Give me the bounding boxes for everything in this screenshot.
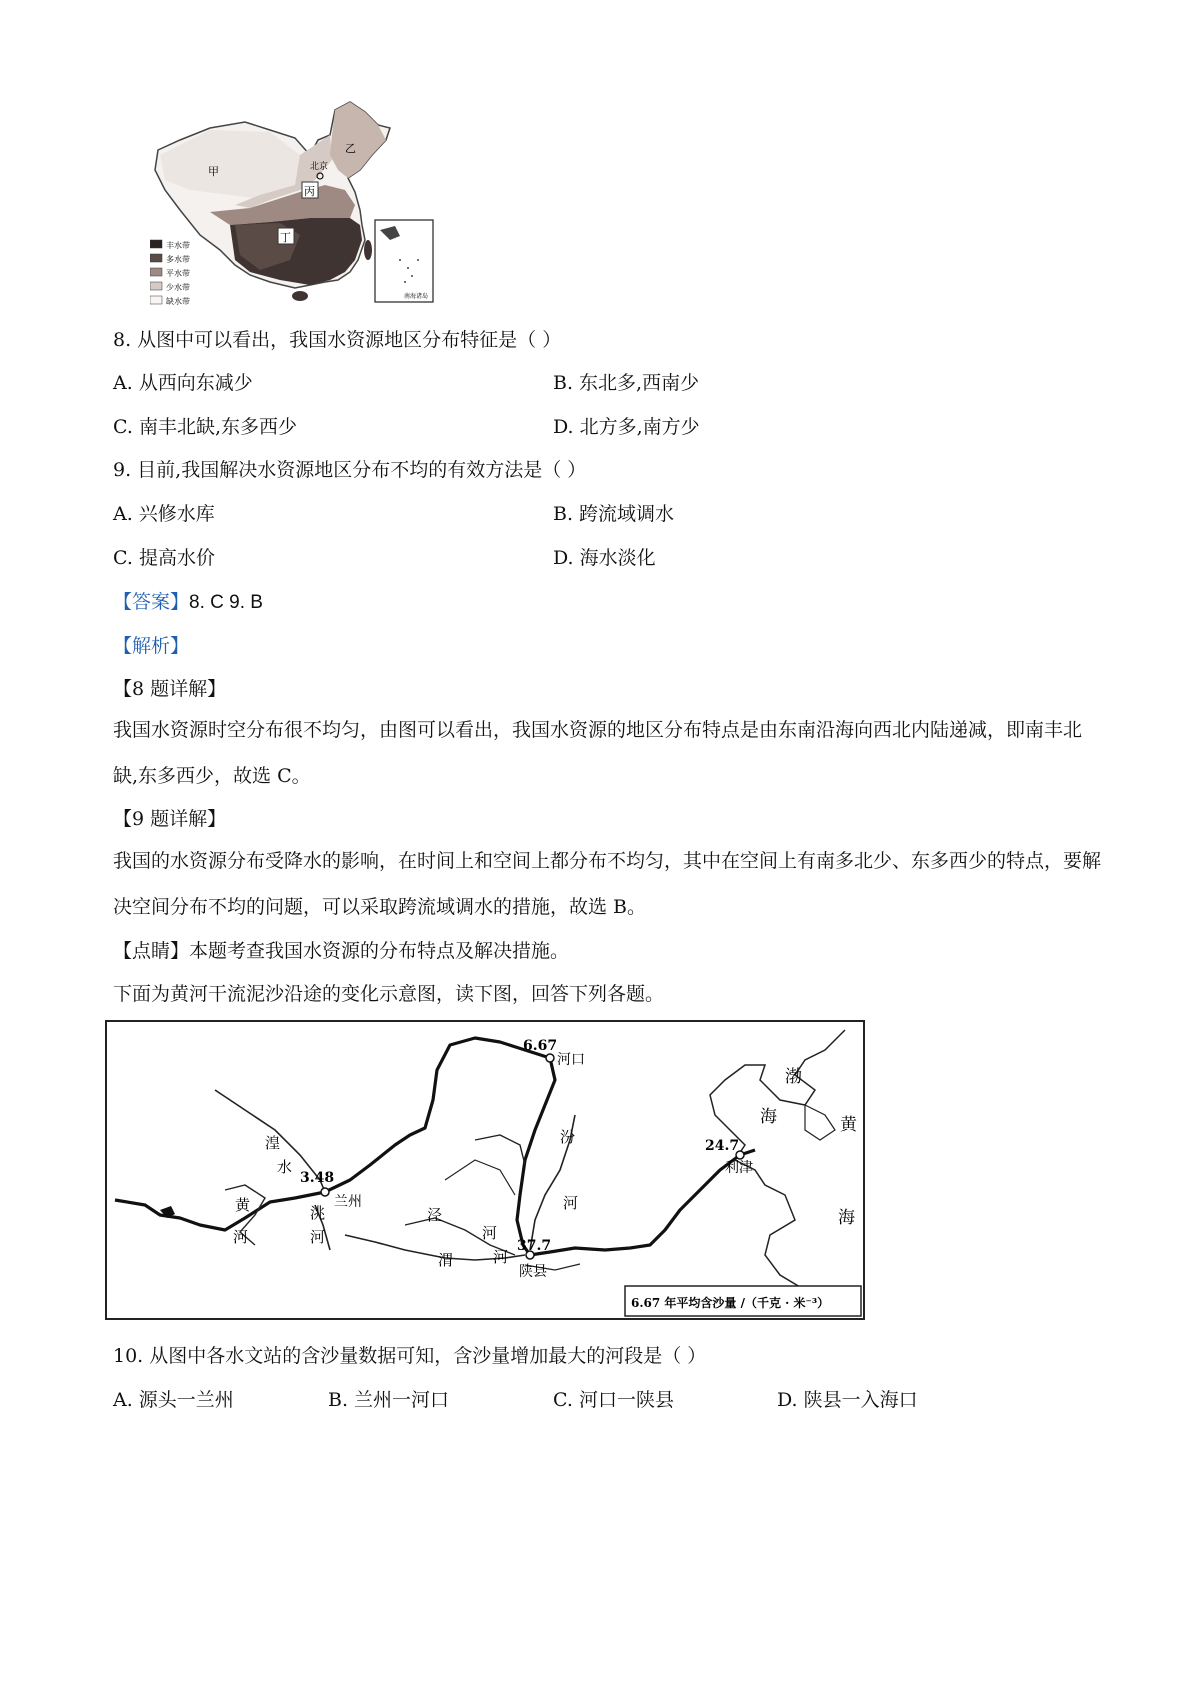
legend-item: 平水带 [166,269,190,278]
q9-option-d[interactable]: D. 海水淡化 [553,547,656,569]
legend-item: 丰水带 [166,241,190,250]
sea-label: 黄 [840,1115,857,1135]
q10-option-a[interactable]: A. 源头一兰州 [113,1389,234,1411]
station-name: 兰州 [334,1194,362,1210]
river-label: 河 [563,1194,579,1212]
river-label: 河 [493,1248,509,1266]
map-legend [150,240,190,306]
river-label: 河 [233,1228,249,1246]
detail-9-title: 【9 题详解】 [113,808,227,830]
sea-label: 渤 [785,1067,802,1087]
station-value: 24.7 [705,1138,740,1154]
question-8-stem: 8. 从图中可以看出，我国水资源地区分布特征是（ ） [113,329,562,351]
station-lanzhou-marker [321,1188,329,1196]
city-label-beijing: 北京 [310,162,329,172]
detail-9-text: 我国的水资源分布受降水的影响，在时间上和空间上都分布不均匀，其中在空间上有南多北少、东多西少的特点，要解决空间分布不均的问题，可以采取跨流域调水的措施，故选 B。 [113,850,1102,918]
q8-option-a[interactable]: A. 从西向东减少 [113,372,253,394]
analysis-label: 【解析】 [113,635,190,657]
river-label: 渭 [438,1251,454,1269]
water-resources-map [150,100,480,332]
station-name: 利津 [725,1160,753,1176]
river-label: 洮 [310,1204,326,1222]
dianjing-line [113,937,569,965]
question-10-stem: 10. 从图中各水文站的含沙量数据可知，含沙量增加最大的河段是（ ） [113,1345,707,1367]
legend-item: 少水带 [166,283,190,292]
river-label: 汾 [560,1128,576,1146]
legend-item: 缺水带 [166,297,190,306]
detail-8-title: 【8 题详解】 [113,678,227,700]
station-value: 37.7 [517,1238,552,1254]
q9-option-a[interactable]: A. 兴修水库 [113,503,215,525]
region-label-yi: 乙 [345,142,356,155]
station-value: 3.48 [300,1170,335,1186]
sea-label: 海 [760,1107,777,1127]
river-label: 湟 [265,1134,281,1152]
q9-option-b[interactable]: B. 跨流域调水 [553,503,675,525]
river-label: 河 [310,1228,326,1246]
answer-line [113,588,263,617]
region-label-bing: 丙 [304,185,315,198]
dianjing-label: 【点睛】 [113,940,190,962]
south-china-sea-inset [375,220,433,302]
yellow-river-sediment-map [105,1020,865,1320]
detail-8-text: 我国水资源时空分布很不均匀，由图可以看出，我国水资源的地区分布特点是由东南沿海向西北内陆递减，即南丰北缺,东多西少，故选 C。 [113,719,1083,787]
q10-option-b[interactable]: B. 兰州一河口 [328,1389,450,1411]
river-label: 河 [482,1224,498,1242]
q9-option-c[interactable]: C. 提高水价 [113,547,215,569]
answer-text: 8. C 9. B [189,592,263,613]
q8-option-b[interactable]: B. 东北多,西南少 [553,372,700,394]
station-value: 6.67 [523,1038,558,1054]
river-label: 水 [277,1158,293,1176]
q10-option-d[interactable]: D. 陕县一入海口 [777,1389,918,1411]
river-label: 泾 [427,1206,443,1224]
station-name: 陕县 [519,1264,547,1280]
region-label-ding: 丁 [280,231,291,244]
answer-label: 【答案】 [113,591,190,613]
intro-text: 下面为黄河干流泥沙沿途的变化示意图，读下图，回答下列各题。 [113,983,665,1005]
q8-option-c[interactable]: C. 南丰北缺,东多西少 [113,416,297,438]
station-hekou-marker [546,1054,554,1062]
question-9-stem: 9. 目前,我国解决水资源地区分布不均的有效方法是（ ） [113,459,587,481]
dianjing-text: 本题考查我国水资源的分布特点及解决措施。 [189,940,570,962]
region-label-jia: 甲 [208,165,219,178]
legend-item: 多水带 [166,255,190,264]
sediment-legend-text: 6.67 年平均含沙量 /（千克 · 米⁻³） [631,1296,830,1310]
sea-label: 海 [838,1208,855,1228]
river-label: 黄 [235,1196,251,1214]
station-name: 河口 [557,1052,585,1068]
q10-option-c[interactable]: C. 河口一陕县 [553,1389,674,1411]
q8-option-d[interactable]: D. 北方多,南方少 [553,416,700,438]
inset-label: 南海诸岛 [404,293,429,300]
